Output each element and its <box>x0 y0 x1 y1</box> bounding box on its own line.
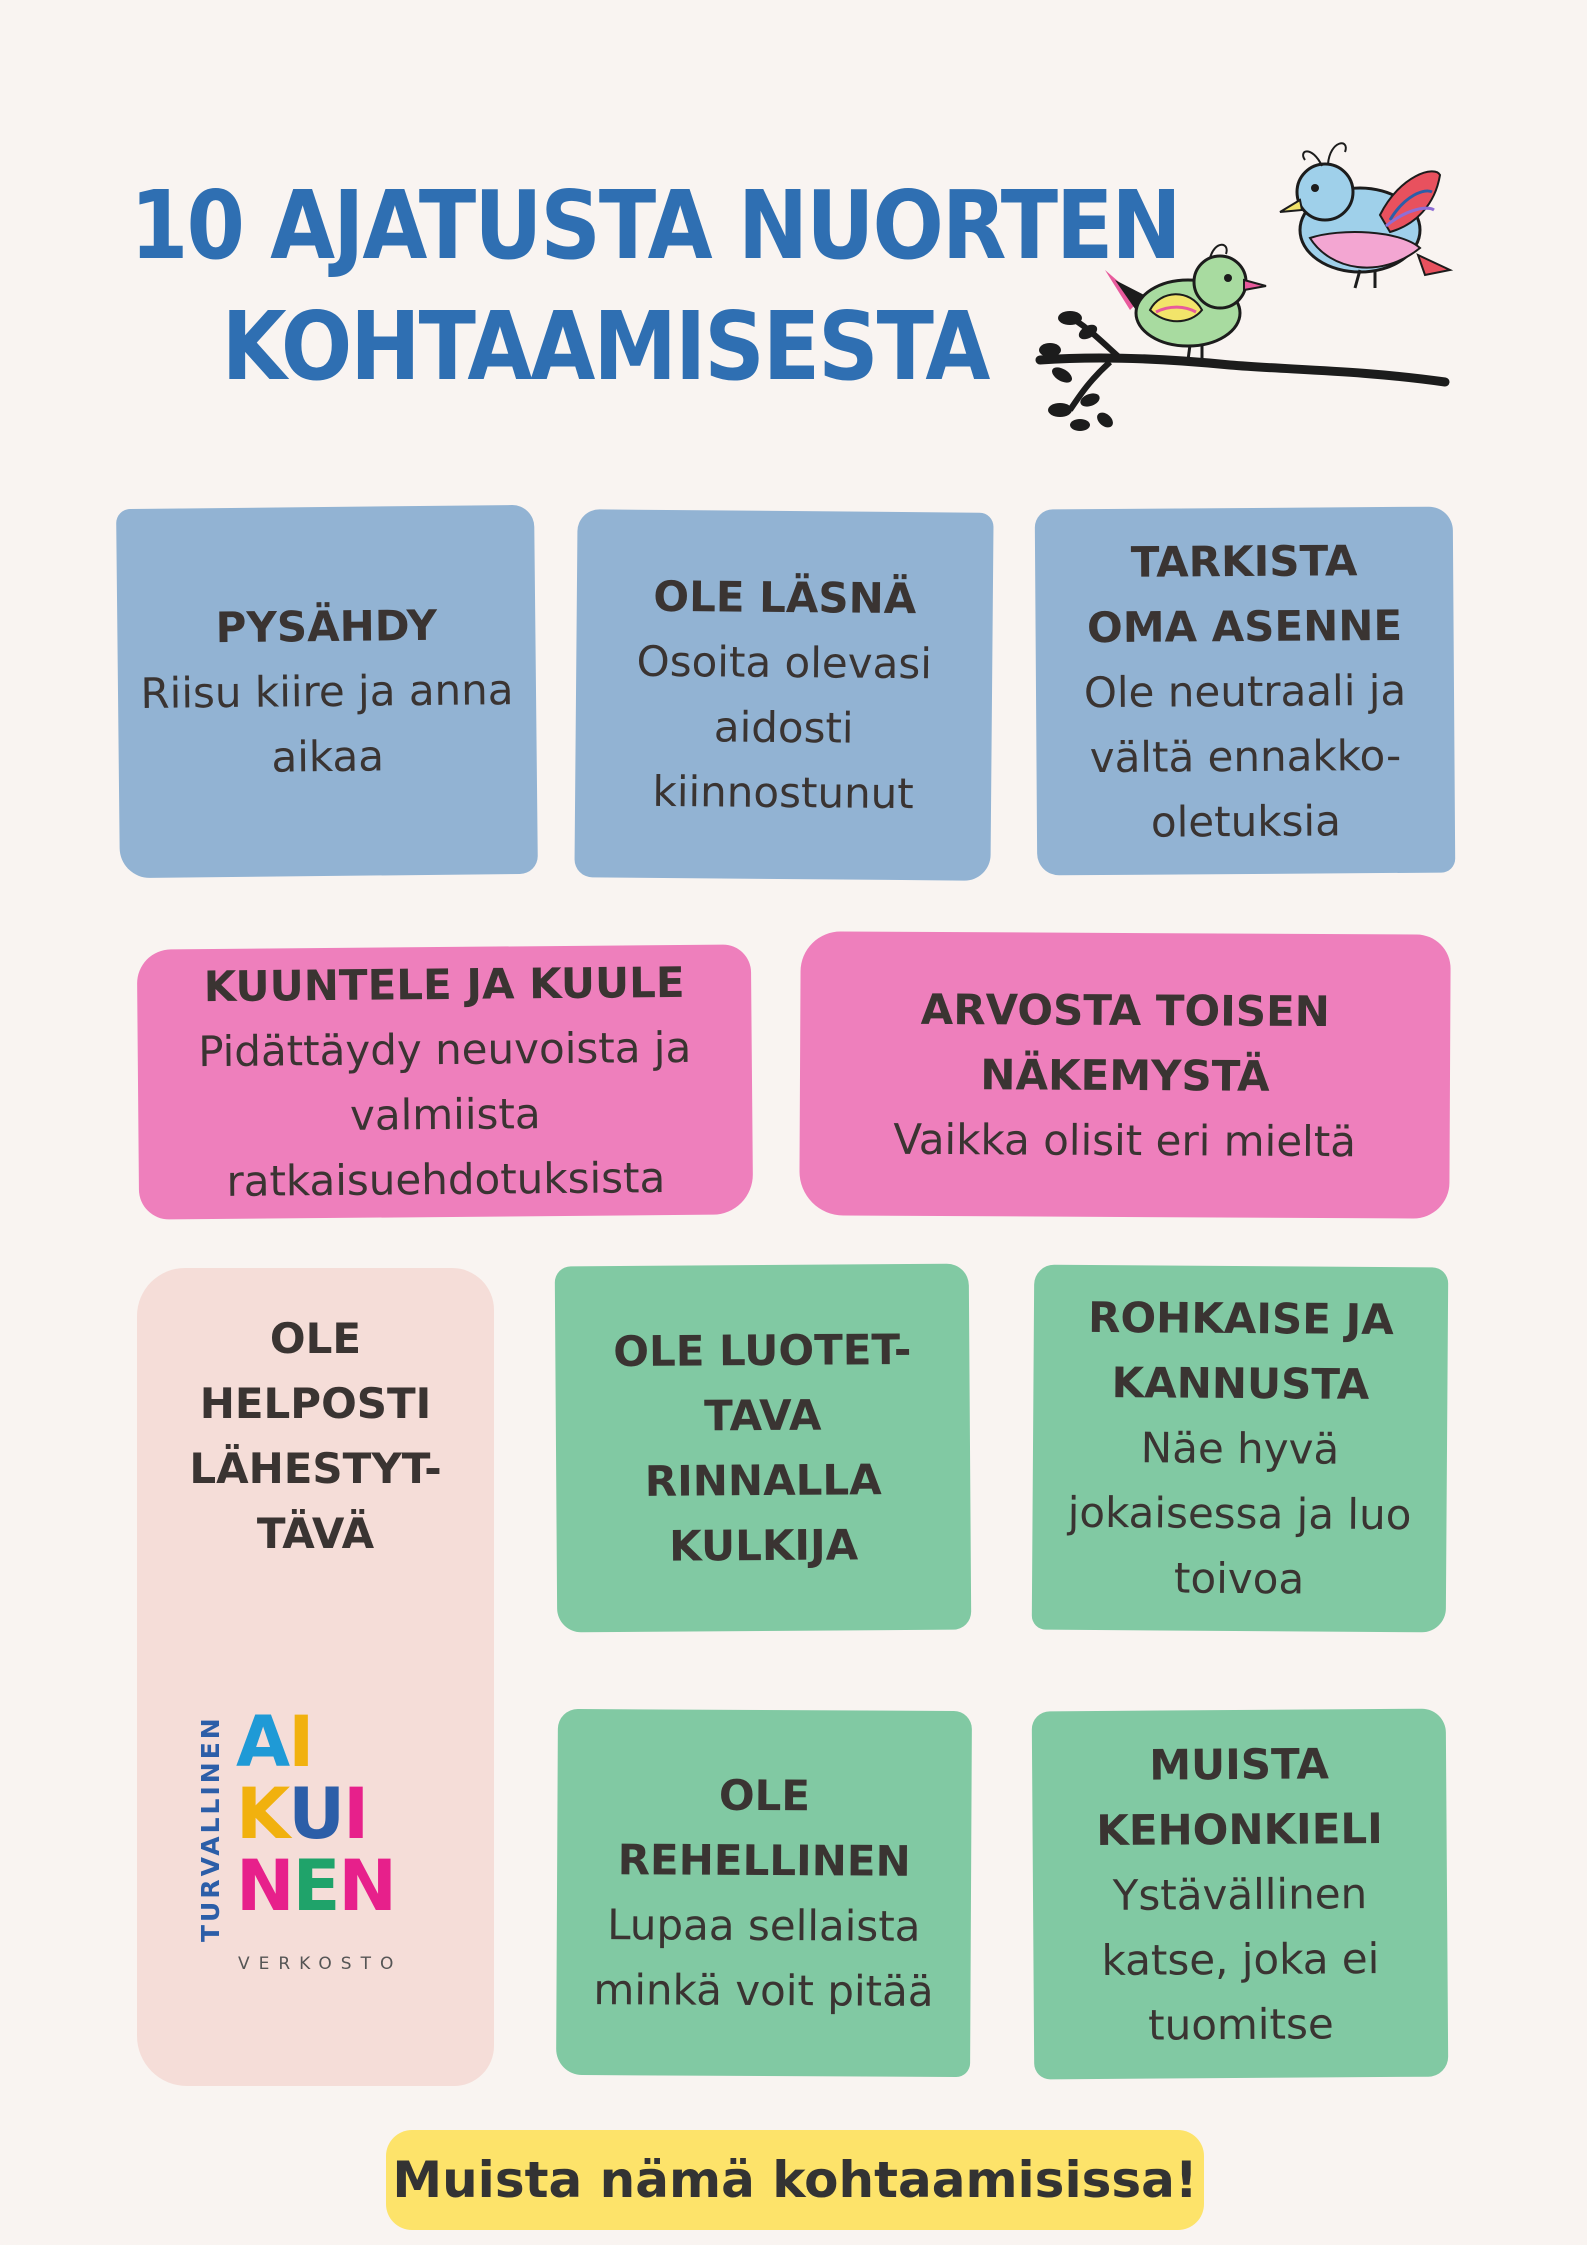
logo-letter: U <box>288 1773 344 1855</box>
title-line-1: 10 AJATUSTA NUORTEN <box>130 170 1180 281</box>
card-body-line: Vaikka olisit eri mieltä <box>893 1114 1357 1166</box>
card-body-line: vältä ennakko- <box>1089 730 1402 782</box>
card-tarkista-oma-asenne <box>1035 507 1456 876</box>
card-body-line: minkä voit pitää <box>593 1965 934 2016</box>
logo-letter: A <box>236 1701 289 1783</box>
card-heading: OLE <box>269 1314 362 1363</box>
page-title <box>130 165 1180 407</box>
card-heading: TARKISTA <box>1130 535 1358 587</box>
card-ole-luotettava <box>555 1264 972 1633</box>
card-heading: REHELLINEN <box>617 1835 911 1886</box>
card-heading: KANNUSTA <box>1111 1358 1370 1409</box>
card-heading: ROHKAISE JA <box>1087 1292 1394 1345</box>
card-heading: KULKIJA <box>669 1520 859 1571</box>
card-heading: OLE LUOTET- <box>613 1324 912 1377</box>
card-heading: KUUNTELE JA KUULE <box>203 957 685 1012</box>
card-heading: NÄKEMYSTÄ <box>980 1049 1270 1101</box>
logo-subtitle: VERKOSTO <box>238 1954 403 1974</box>
card-heading: TAVA <box>703 1390 822 1441</box>
card-body-line: oletuksia <box>1150 795 1342 847</box>
card-body-line: Pidättäydy neuvoista ja <box>197 1022 692 1077</box>
card-body-line: ratkaisuehdotuksista <box>226 1153 666 1206</box>
card-body-line: aikaa <box>271 731 385 782</box>
card-body-line: Osoita olevasi <box>636 636 933 689</box>
logo-letter: K <box>236 1773 289 1855</box>
card-heading: LÄHESTYT- <box>189 1444 442 1493</box>
card-body-line: tuomitse <box>1147 1998 1334 2050</box>
logo-letter: E <box>292 1845 339 1927</box>
card-heading: MUISTA <box>1149 1738 1330 1790</box>
title-line-2: KOHTAAMISESTA <box>221 291 989 402</box>
card-muista-kehonkieli <box>1032 1709 1449 2080</box>
card-kuuntele-ja-kuule <box>137 944 753 1219</box>
card-heading: OLE <box>718 1770 811 1821</box>
card-heading: ARVOSTA TOISEN <box>920 984 1331 1036</box>
card-body-line: aidosti <box>713 702 854 753</box>
logo-letter: N <box>236 1845 293 1927</box>
logo-letter: I <box>288 1701 313 1783</box>
card-heading: OMA ASENNE <box>1086 600 1403 652</box>
birds-on-branch-icon <box>1030 120 1460 450</box>
card-arvosta-toisen-nakemysta <box>799 931 1450 1218</box>
card-rohkaise-ja-kannusta <box>1032 1265 1449 1633</box>
card-body-line: Ystävällinen <box>1112 1868 1368 1920</box>
card-heading: PYSÄHDY <box>215 600 438 653</box>
card-pysahdy <box>116 505 538 878</box>
card-body-line: Riisu kiire ja anna <box>140 665 514 718</box>
card-body-line: Lupaa sellaista <box>607 1900 921 1951</box>
card-heading: OLE LÄSNÄ <box>653 571 917 624</box>
card-body-line: Ole neutraali ja <box>1083 665 1407 717</box>
card-body-line: toivoa <box>1173 1553 1305 1604</box>
card-heading: HELPOSTI <box>199 1379 432 1428</box>
card-body-line: Näe hyvä <box>1140 1423 1340 1474</box>
turvallinen-aikuinen-logo-icon <box>196 1701 436 1980</box>
card-heading: RINNALLA <box>644 1455 882 1506</box>
logo-side-text: TURVALLINEN <box>196 1715 225 1942</box>
logo-letter: N <box>338 1845 396 1927</box>
card-heading: TÄVÄ <box>256 1509 375 1558</box>
logo-letter: I <box>343 1773 368 1855</box>
card-body-line: katse, joka ei <box>1101 1933 1380 1985</box>
card-heading: KEHONKIELI <box>1096 1803 1383 1855</box>
card-body-line: valmiista <box>349 1089 541 1140</box>
footer-banner: Muista nämä kohtaamisissa! <box>386 2130 1204 2230</box>
card-ole-rehellinen <box>556 1709 972 2077</box>
card-body-line: jokaisessa ja luo <box>1067 1487 1412 1540</box>
card-body-line: kiinnostunut <box>652 766 914 819</box>
card-ole-lasna <box>574 509 993 881</box>
